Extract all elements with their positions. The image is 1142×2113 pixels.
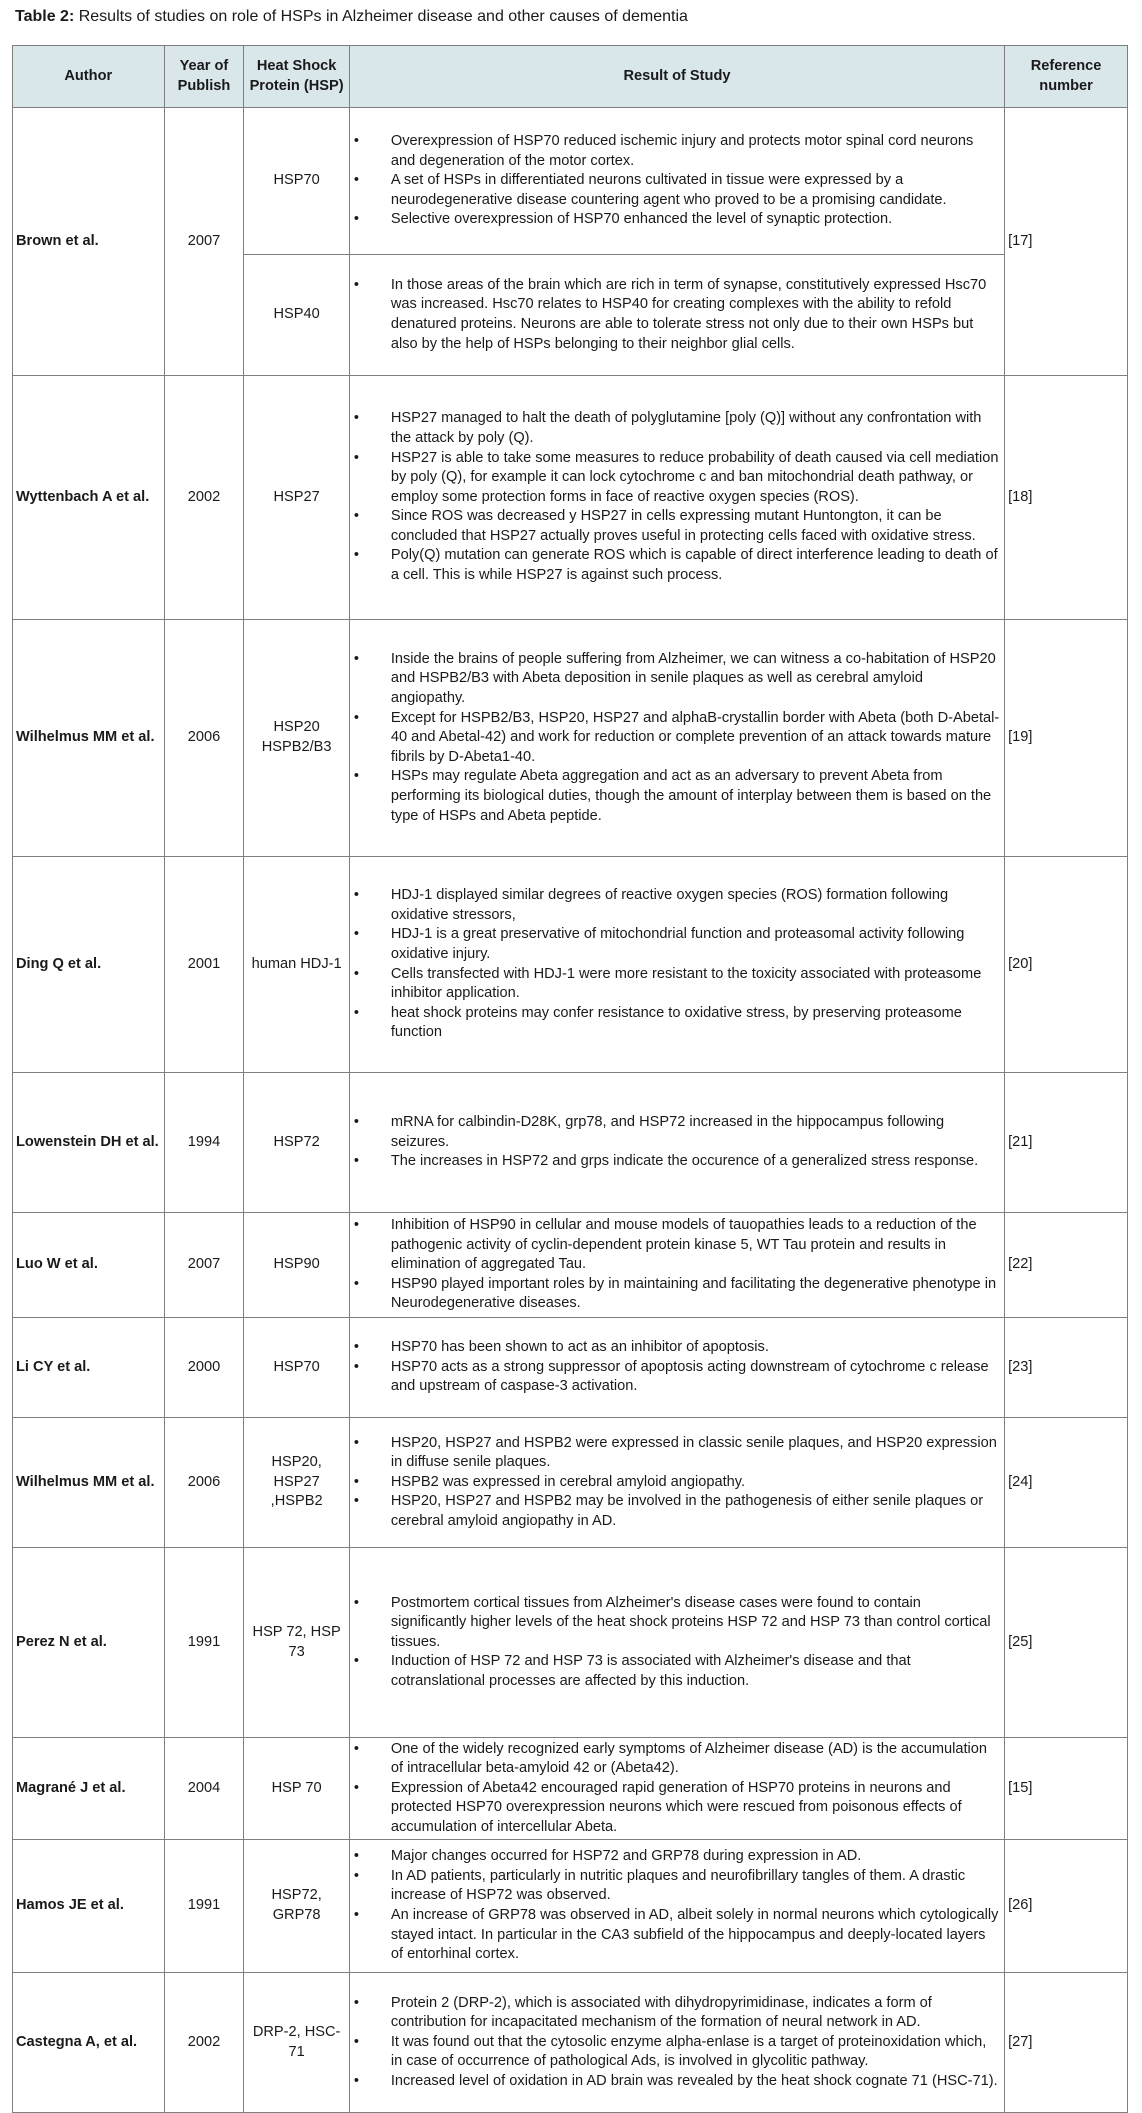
result-item: • Cells transfected with HDJ-1 were more resistant to the toxicity associated with proteasome inhibitor application. bbox=[354, 965, 1000, 1004]
author-cell: Li CY et al. bbox=[13, 1318, 165, 1418]
result-list bbox=[354, 1847, 1000, 1965]
table-row bbox=[13, 1738, 1128, 1840]
result-item: • One of the widely recognized early symptoms of Alzheimer disease (AD) is the accumulation of intracellular beta-amyloid 42 or (Abeta42). bbox=[354, 1740, 1000, 1779]
reference-cell: [22] bbox=[1005, 1213, 1128, 1318]
hsp-cell: DRP-2, HSC-71 bbox=[244, 1973, 349, 2113]
result-item: • Inside the brains of people suffering from Alzheimer, we can witness a co-habitation of HSP20 and HSPB2/B3 with Abeta deposition in senile plaques as well as cerebral amyloid angiopathy. bbox=[354, 650, 1000, 709]
result-list bbox=[354, 276, 1000, 354]
hsp-cell: HSP72 bbox=[244, 1073, 349, 1213]
result-item: • Overexpression of HSP70 reduced ischemic injury and protects motor spinal cord neurons and degeneration of the motor cortex. bbox=[354, 132, 1000, 171]
header-result: Result of Study bbox=[349, 46, 1004, 108]
result-cell bbox=[349, 1418, 1004, 1548]
author-cell: Wyttenbach A et al. bbox=[13, 376, 165, 620]
hsp-cell: HSP20, HSP27 ,HSPB2 bbox=[244, 1418, 349, 1548]
year-cell: 2002 bbox=[164, 1973, 244, 2113]
result-cell bbox=[349, 1073, 1004, 1213]
table-header-row bbox=[13, 46, 1128, 108]
result-item: • Postmortem cortical tissues from Alzheimer's disease cases were found to contain significantly higher levels of the heat shock proteins HSP 72 and HSP 73 than control cortical tissues. bbox=[354, 1594, 1000, 1653]
result-list bbox=[354, 650, 1000, 826]
result-item: • HSP20, HSP27 and HSPB2 were expressed in classic senile plaques, and HSP20 expression in diffuse senile plaques. bbox=[354, 1434, 1000, 1473]
reference-cell: [17] bbox=[1005, 108, 1128, 376]
result-item: • Since ROS was decreased y HSP27 in cells expressing mutant Huntongton, it can be concluded that HSP27 actually proves useful in protecting cells faced with oxidative stress. bbox=[354, 507, 1000, 546]
result-list bbox=[354, 886, 1000, 1043]
result-item: • HSP90 played important roles by in maintaining and facilitating the degenerative phenotype in Neurodegenerative diseases. bbox=[354, 1275, 1000, 1314]
hsp-cell: HSP72, GRP78 bbox=[244, 1840, 349, 1973]
reference-cell: [26] bbox=[1005, 1840, 1128, 1973]
table-row bbox=[13, 1073, 1128, 1213]
reference-cell: [23] bbox=[1005, 1318, 1128, 1418]
year-cell: 2002 bbox=[164, 376, 244, 620]
reference-cell: [18] bbox=[1005, 376, 1128, 620]
result-list bbox=[354, 1434, 1000, 1532]
result-list bbox=[354, 1113, 1000, 1172]
reference-cell: [27] bbox=[1005, 1973, 1128, 2113]
hsp-cell: HSP90 bbox=[244, 1213, 349, 1318]
year-cell: 2001 bbox=[164, 857, 244, 1073]
header-year: Year of Publish bbox=[164, 46, 244, 108]
result-item: • HSPs may regulate Abeta aggregation and act as an adversary to prevent Abeta from performing its biological duties, though the amount of interplay between them is based on the type of HSPs and Abeta peptide. bbox=[354, 767, 1000, 826]
author-cell: Castegna A, et al. bbox=[13, 1973, 165, 2113]
result-item: • mRNA for calbindin-D28K, grp78, and HSP72 increased in the hippocampus following seizures. bbox=[354, 1113, 1000, 1152]
author-cell: Wilhelmus MM et al. bbox=[13, 1418, 165, 1548]
year-cell: 1991 bbox=[164, 1548, 244, 1738]
result-item: • HSP20, HSP27 and HSPB2 may be involved in the pathogenesis of either senile plaques or cerebral amyloid angiopathy in AD. bbox=[354, 1492, 1000, 1531]
result-item: • HSP70 has been shown to act as an inhibitor of apoptosis. bbox=[354, 1338, 1000, 1358]
result-item: • In AD patients, particularly in nutritic plaques and neurofibrillary tangles of them. A drastic increase of HSP72 was observed. bbox=[354, 1867, 1000, 1906]
year-cell: 1991 bbox=[164, 1840, 244, 1973]
author-cell: Luo W et al. bbox=[13, 1213, 165, 1318]
result-cell bbox=[349, 620, 1004, 857]
result-item: • Except for HSPB2/B3, HSP20, HSP27 and alphaB-crystallin border with Abeta (both D-Abetal-40 and Abetal-42) and work for reduction or complete prevention of an attack towards mature fibrils by D-Abeta1-40. bbox=[354, 709, 1000, 768]
result-list bbox=[354, 1216, 1000, 1314]
result-cell bbox=[349, 1213, 1004, 1318]
reference-cell: [21] bbox=[1005, 1073, 1128, 1213]
author-cell: Lowenstein DH et al. bbox=[13, 1073, 165, 1213]
result-item: • In those areas of the brain which are rich in term of synapse, constitutively expressed Hsc70 was increased. Hsc70 relates to HSP40 for creating complexes with the ability to refold denatured proteins. Neurons are able to tolerate stress not only due to their own HSPs but also by the help of HSPs belonging to their neighbor glial cells. bbox=[354, 276, 1000, 354]
result-item: • Selective overexpression of HSP70 enhanced the level of synaptic protection. bbox=[354, 210, 1000, 230]
table-row bbox=[13, 1418, 1128, 1548]
result-cell bbox=[349, 108, 1004, 255]
hsp-cell: HSP70 bbox=[244, 108, 349, 255]
hsp-cell: HSP 70 bbox=[244, 1738, 349, 1840]
author-cell: Wilhelmus MM et al. bbox=[13, 620, 165, 857]
result-list bbox=[354, 132, 1000, 230]
table-caption-label: Table 2: bbox=[15, 8, 75, 25]
table-caption-text: Results of studies on role of HSPs in Alzheimer disease and other causes of dementia bbox=[74, 8, 688, 25]
result-item: • HDJ-1 displayed similar degrees of reactive oxygen species (ROS) formation following oxidative stressors, bbox=[354, 886, 1000, 925]
result-item: • The increases in HSP72 and grps indicate the occurence of a generalized stress response. bbox=[354, 1152, 1000, 1172]
reference-cell: [15] bbox=[1005, 1738, 1128, 1840]
table-row bbox=[13, 857, 1128, 1073]
result-item: • Poly(Q) mutation can generate ROS which is capable of direct interference leading to death of a cell. This is while HSP27 is against such process. bbox=[354, 546, 1000, 585]
result-item: • An increase of GRP78 was observed in AD, albeit solely in normal neurons which cytologically stayed intact. In particular in the CA3 subfield of the hippocampus and deeply-located layers of entorhinal cortex. bbox=[354, 1906, 1000, 1965]
result-list bbox=[354, 1338, 1000, 1397]
result-item: • Expression of Abeta42 encouraged rapid generation of HSP70 proteins in neurons and protected HSP70 overexpression neurons which were rescued from poisonous effects of accumulation of intercellular Abeta. bbox=[354, 1779, 1000, 1838]
reference-cell: [24] bbox=[1005, 1418, 1128, 1548]
table-row bbox=[13, 376, 1128, 620]
result-item: • Increased level of oxidation in AD brain was revealed by the heat shock cognate 71 (HSC-71). bbox=[354, 2072, 1000, 2092]
result-cell bbox=[349, 1840, 1004, 1973]
result-list bbox=[354, 1994, 1000, 2092]
result-cell bbox=[349, 1973, 1004, 2113]
year-cell: 2007 bbox=[164, 108, 244, 376]
reference-cell: [20] bbox=[1005, 857, 1128, 1073]
result-item: • A set of HSPs in differentiated neurons cultivated in tissue were expressed by a neurodegenerative disease countering agent who proved to be a promising candidate. bbox=[354, 171, 1000, 210]
result-item: • HSP27 is able to take some measures to reduce probability of death caused via cell mediation by poly (Q), for example it can lock cytochrome c and ban mitochondrial death pathway, or employ some protection forms in face of reactive oxygen species (ROS). bbox=[354, 449, 1000, 508]
year-cell: 2007 bbox=[164, 1213, 244, 1318]
header-reference: Reference number bbox=[1005, 46, 1128, 108]
hsp-cell: HSP40 bbox=[244, 255, 349, 376]
table-caption bbox=[15, 7, 688, 26]
year-cell: 1994 bbox=[164, 1073, 244, 1213]
author-cell: Brown et al. bbox=[13, 108, 165, 376]
table-row bbox=[13, 1973, 1128, 2113]
result-item: • HDJ-1 is a great preservative of mitochondrial function and proteasomal activity following oxidative injury. bbox=[354, 925, 1000, 964]
author-cell: Ding Q et al. bbox=[13, 857, 165, 1073]
result-cell bbox=[349, 1318, 1004, 1418]
table-row bbox=[13, 1840, 1128, 1973]
reference-cell: [19] bbox=[1005, 620, 1128, 857]
year-cell: 2006 bbox=[164, 620, 244, 857]
result-list bbox=[354, 409, 1000, 585]
reference-cell: [25] bbox=[1005, 1548, 1128, 1738]
result-list bbox=[354, 1740, 1000, 1838]
table-row bbox=[13, 620, 1128, 857]
result-item: • It was found out that the cytosolic enzyme alpha-enlase is a target of proteinoxidation which, in case of occurrence of pathological Ads, is involved in glycolitic pathway. bbox=[354, 2033, 1000, 2072]
author-cell: Magrané J et al. bbox=[13, 1738, 165, 1840]
result-item: • Inhibition of HSP90 in cellular and mouse models of tauopathies leads to a reduction of the pathogenic activity of cyclin-dependent protein kinase 5, WT Tau protein and results in elimination of aggregated Tau. bbox=[354, 1216, 1000, 1275]
result-item: • Induction of HSP 72 and HSP 73 is associated with Alzheimer's disease and that cotranslational processes are affected by this induction. bbox=[354, 1652, 1000, 1691]
result-item: • HSP27 managed to halt the death of polyglutamine [poly (Q)] without any confrontation with the attack by poly (Q). bbox=[354, 409, 1000, 448]
year-cell: 2006 bbox=[164, 1418, 244, 1548]
hsp-cell: HSP20 HSPB2/B3 bbox=[244, 620, 349, 857]
hsp-cell: HSP 72, HSP 73 bbox=[244, 1548, 349, 1738]
result-cell bbox=[349, 1738, 1004, 1840]
header-author: Author bbox=[13, 46, 165, 108]
result-cell bbox=[349, 857, 1004, 1073]
table-row bbox=[13, 1318, 1128, 1418]
result-list bbox=[354, 1594, 1000, 1692]
result-item: • heat shock proteins may confer resistance to oxidative stress, by preserving proteasome function bbox=[354, 1004, 1000, 1043]
result-cell bbox=[349, 255, 1004, 376]
table-row bbox=[13, 1213, 1128, 1318]
result-cell bbox=[349, 376, 1004, 620]
year-cell: 2004 bbox=[164, 1738, 244, 1840]
author-cell: Hamos JE et al. bbox=[13, 1840, 165, 1973]
year-cell: 2000 bbox=[164, 1318, 244, 1418]
hsp-cell: HSP70 bbox=[244, 1318, 349, 1418]
result-item: • HSPB2 was expressed in cerebral amyloid angiopathy. bbox=[354, 1473, 1000, 1493]
result-item: • Major changes occurred for HSP72 and GRP78 during expression in AD. bbox=[354, 1847, 1000, 1867]
results-table bbox=[12, 45, 1128, 2113]
table-row bbox=[13, 1548, 1128, 1738]
hsp-cell: HSP27 bbox=[244, 376, 349, 620]
header-hsp: Heat Shock Protein (HSP) bbox=[244, 46, 349, 108]
result-item: • Protein 2 (DRP-2), which is associated with dihydropyrimidinase, indicates a form of contribution for incapacitated mechanism of the formation of neural network in AD. bbox=[354, 1994, 1000, 2033]
result-cell bbox=[349, 1548, 1004, 1738]
table-row bbox=[13, 108, 1128, 255]
hsp-cell: human HDJ-1 bbox=[244, 857, 349, 1073]
author-cell: Perez N et al. bbox=[13, 1548, 165, 1738]
result-item: • HSP70 acts as a strong suppressor of apoptosis acting downstream of cytochrome c release and upstream of caspase-3 activation. bbox=[354, 1358, 1000, 1397]
